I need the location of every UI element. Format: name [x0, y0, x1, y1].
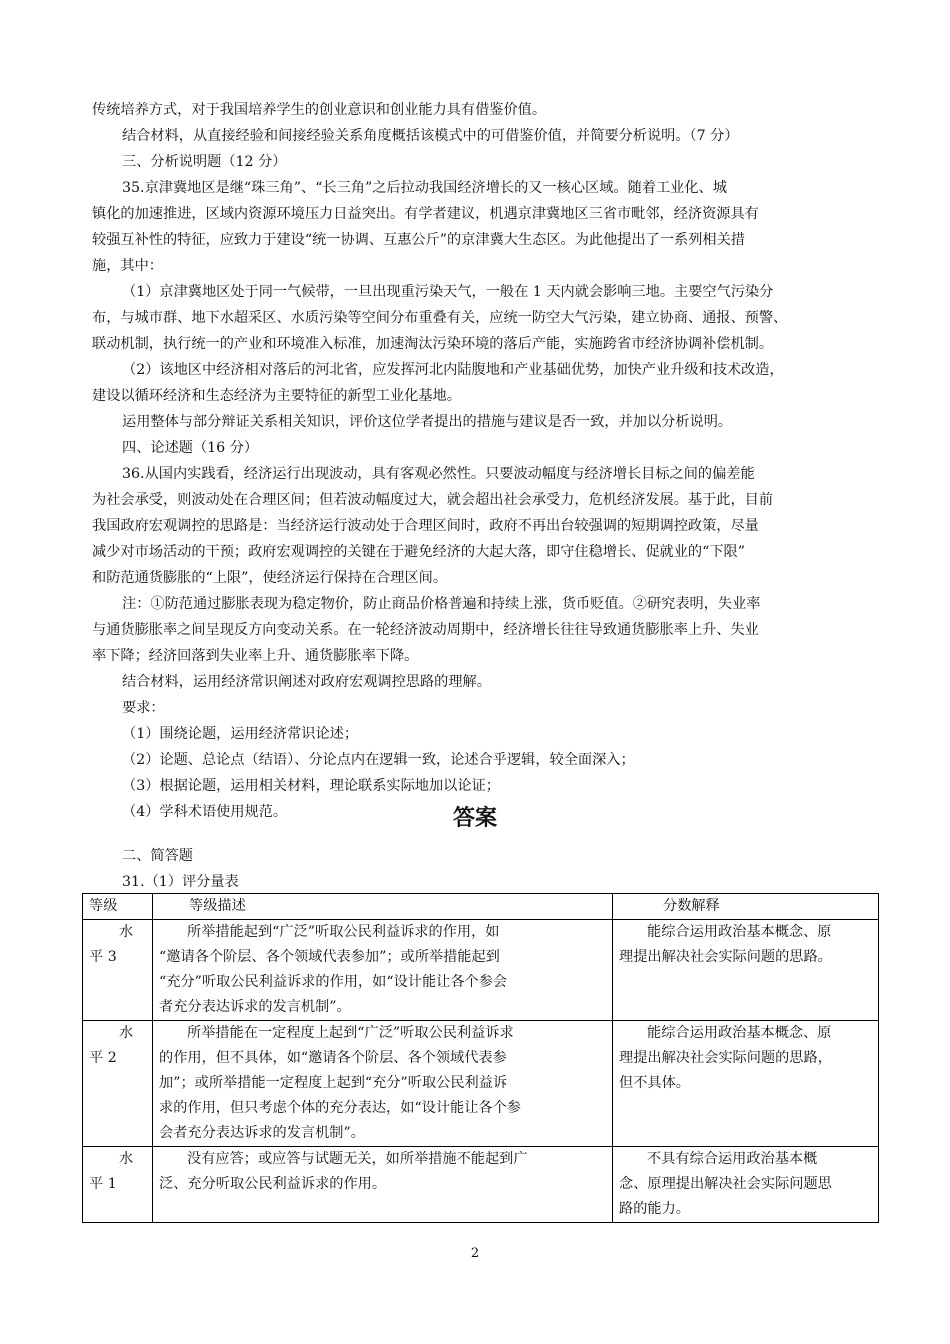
paragraph-line: 35.京津冀地区是继“珠三角”、“长三角”之后拉动我国经济增长的又一核心区域。随着工业化、城 — [122, 180, 727, 196]
paragraph-line: 减少对市场活动的干预；政府宏观调控的关键在于避免经济的大起大落，即守住稳增长、促就业的“下限” — [92, 544, 745, 560]
requirement-item: （1）围绕论题，运用经济常识论述； — [122, 726, 359, 742]
table-header-row — [83, 894, 879, 920]
paragraph-line: 施，其中： — [92, 258, 163, 274]
answer-title: 答案 — [452, 806, 497, 831]
paragraph-line: （1）京津冀地区处于同一气候带，一旦出现重污染天气，一般在 1 天内就会影响三地。主要空气污染分 — [122, 284, 774, 300]
level-cell: 水 平 1 — [83, 1147, 153, 1223]
explanation-cell: 不具有综合运用政治基本概 念、原理提出解决社会实际问题思 路的能力。 — [613, 1147, 879, 1223]
paragraph-line: 36.从国内实践看，经济运行出现波动，具有客观必然性。只要波动幅度与经济增长目标之间的偏差能 — [122, 466, 755, 482]
paragraph-line: 建设以循环经济和生态经济为主要特征的新型工业化基地。 — [92, 388, 461, 404]
page-number: 2 — [470, 1246, 480, 1261]
paragraph-line: 布，与城市群、地下水超采区、水质污染等空间分布重叠有关，应统一防空大气污染，建立协商、通报、预警、 — [92, 310, 788, 326]
requirement-item: （3）根据论题，运用相关材料，理论联系实际地加以论证； — [122, 778, 500, 794]
scoring-rubric-table — [82, 893, 879, 1223]
requirement-item: （2）论题、总论点（结语）、分论点内在逻辑一致，论述合乎逻辑，较全面深入； — [122, 752, 635, 768]
answer-section-heading: 二、简答题 — [122, 848, 193, 864]
requirements-label: 要求： — [122, 700, 165, 716]
paragraph-line: 和防范通货膨胀的“上限”，使经济运行保持在合理区间。 — [92, 570, 448, 586]
question-prompt: 结合材料，从直接经验和间接经验关系角度概括该模式中的可借鉴价值，并简要分析说明。（7 分） — [122, 128, 739, 144]
question-prompt: 运用整体与部分辩证关系相关知识，评价这位学者提出的措施与建议是否一致，并加以分析说明。 — [122, 414, 733, 430]
description-cell: 所举措能起到“广泛”听取公民利益诉求的作用，如 “邀请各个阶层、各个领域代表参加”；或所举措能起到 “充分”听取公民利益诉求的作用，如“设计能让各个参会 者充分表达诉求的发言机制”。 — [153, 920, 613, 1021]
paragraph-line: （2）该地区中经济相对落后的河北省，应发挥河北内陆腹地和产业基础优势，加快产业升级和技术改造， — [122, 362, 784, 378]
paragraph-line: 联动机制，执行统一的产业和环境准入标准，加速淘汰污染环境的落后产能，实施跨省市经济协调补偿机制。 — [92, 336, 774, 352]
section-heading: 四、论述题（16 分） — [122, 440, 259, 456]
level-cell: 水 平 3 — [83, 920, 153, 1021]
paragraph-line: 较强互补性的特征，应致力于建设“统一协调、互惠公斤”的京津冀大生态区。为此他提出了一系列相关措 — [92, 232, 745, 248]
explanation-cell: 能综合运用政治基本概念、原 理提出解决社会实际问题的思路。 — [613, 920, 879, 1021]
description-cell: 没有应答；或应答与试题无关，如所举措施不能起到广 泛、充分听取公民利益诉求的作用。 — [153, 1147, 613, 1223]
description-cell: 所举措能在一定程度上起到“广泛”听取公民利益诉求 的作用，但不具体，如“邀请各个阶层、各个领域代表参 加”；或所举措能一定程度上起到“充分”听取公民利益诉 求的作用，但只考虑个体的充分表达，如“设计能让各个参 会者充分表达诉求的发言机制”。 — [153, 1021, 613, 1147]
answer-subheading: 31.（1）评分量表 — [122, 874, 239, 890]
header-explanation: 分数解释 — [613, 894, 879, 920]
requirement-item: （4）学科术语使用规范。 — [122, 804, 288, 820]
paragraph-line: 传统培养方式，对于我国培养学生的创业意识和创业能力具有借鉴价值。 — [92, 102, 547, 118]
header-level: 等级 — [83, 894, 153, 920]
header-description: 等级描述 — [153, 894, 613, 920]
note-line: 与通货膨胀率之间呈现反方向变动关系。在一轮经济波动周期中，经济增长往往导致通货膨胀率上升、失业 — [92, 622, 759, 638]
paragraph-line: 为社会承受，则波动处在合理区间；但若波动幅度过大，就会超出社会承受力，危机经济发展。基于此，目前 — [92, 492, 774, 508]
paragraph-line: 我国政府宏观调控的思路是：当经济运行波动处于合理区间时，政府不再出台较强调的短期调控政策，尽量 — [92, 518, 759, 534]
level-cell: 水 平 2 — [83, 1021, 153, 1147]
question-prompt: 结合材料，运用经济常识阐述对政府宏观调控思路的理解。 — [122, 674, 491, 690]
paragraph-line: 镇化的加速推进，区域内资源环境压力日益突出。有学者建议，机遇京津冀地区三省市毗邻，经济资源具有 — [92, 206, 759, 222]
section-heading: 三、分析说明题（12 分） — [122, 154, 287, 170]
table-row — [83, 1147, 879, 1223]
note-line: 率下降；经济回落到失业率上升、通货膨胀率下降。 — [92, 648, 419, 664]
note-line: 注：①防范通过膨胀表现为稳定物价，防止商品价格普遍和持续上涨，货币贬值。②研究表明，失业率 — [122, 596, 761, 612]
explanation-cell: 能综合运用政治基本概念、原 理提出解决社会实际问题的思路， 但不具体。 — [613, 1021, 879, 1147]
table-row — [83, 1021, 879, 1147]
table-row — [83, 920, 879, 1021]
